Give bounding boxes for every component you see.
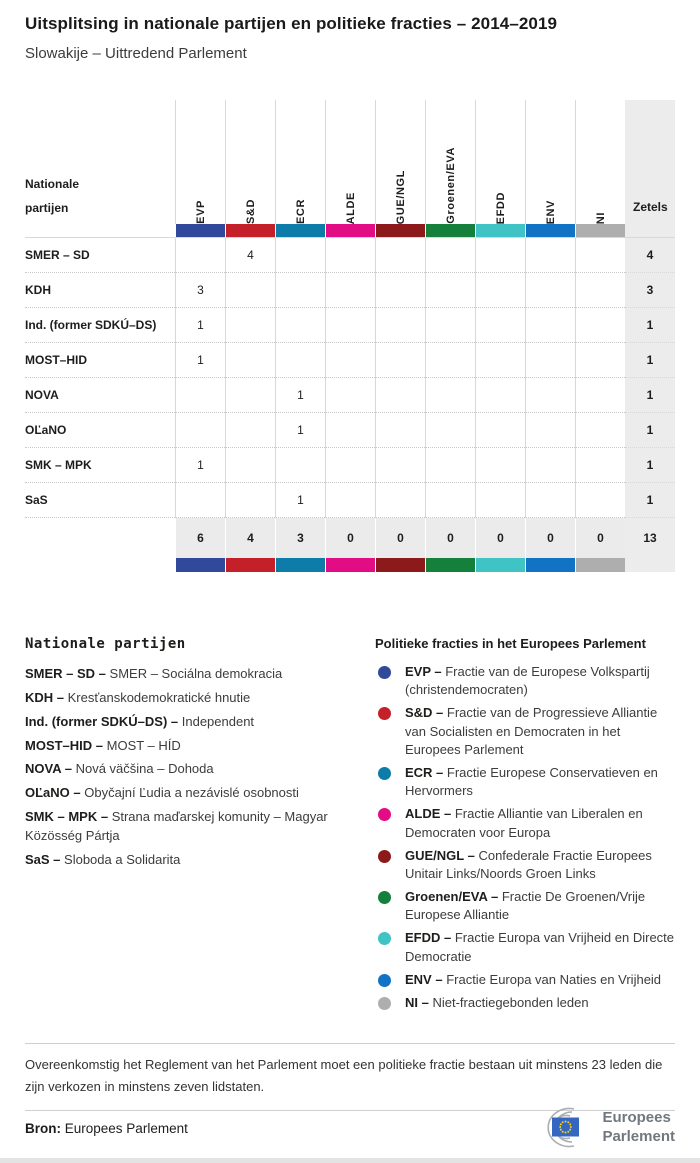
group-legend-desc: Niet-fractiegebonden leden	[432, 995, 589, 1010]
group-color-bar	[225, 224, 275, 238]
group-legend-text	[405, 805, 675, 841]
color-bar-spacer-bottom	[25, 558, 175, 572]
seat-count-cell	[325, 448, 375, 483]
table-corner-label: Nationale partijen	[25, 177, 80, 215]
group-legend-item	[375, 704, 675, 759]
group-color-bar	[375, 224, 425, 238]
column-header	[475, 100, 525, 224]
group-color-bar-bottom	[425, 558, 475, 572]
seat-count-cell	[425, 378, 475, 413]
party-legend-name: Sloboda a Solidarita	[64, 851, 181, 867]
page-subtitle: Slowakije – Uittredend Parlement	[25, 45, 247, 62]
party-row-label: MOST–HID	[25, 343, 175, 378]
column-header-label: NI	[594, 211, 607, 224]
party-legend-name: Nová väčšina – Dohoda	[75, 761, 214, 777]
group-legend-desc: Fractie Europa van Naties en Vrijheid	[446, 971, 662, 987]
seat-count-cell	[375, 238, 425, 273]
group-color-dot	[378, 808, 391, 821]
party-legend-code: SMK – MPK –	[25, 809, 112, 825]
row-seats-total: 1	[625, 483, 675, 518]
party-legend-name: Kresťanskodemokratické hnutie	[67, 689, 251, 705]
seat-count-cell	[575, 308, 625, 343]
national-parties-legend	[25, 636, 355, 1017]
column-header-label: EVP	[194, 200, 207, 224]
row-seats-total: 1	[625, 448, 675, 483]
seat-count-cell	[225, 483, 275, 518]
group-legend-desc: Fractie Europese Conservatieven en Hervormers	[405, 764, 658, 799]
group-color-bar-bottom	[275, 558, 325, 572]
group-color-bar	[575, 224, 625, 238]
group-legend-item	[375, 994, 675, 1012]
group-color-dot	[378, 932, 391, 945]
seat-count-cell	[425, 483, 475, 518]
seat-count-cell	[425, 273, 475, 308]
seat-count-cell	[575, 413, 625, 448]
row-seats-total: 1	[625, 413, 675, 448]
group-legend-text	[405, 764, 675, 800]
footnote: Overeenkomstig het Reglement van het Parlement moet een politieke fractie bestaan uit minstens 23 leden die zijn verkozen in minstens zeven lidstaten.	[25, 1043, 675, 1111]
group-total-cell: 0	[475, 518, 525, 558]
group-total-cell: 0	[375, 518, 425, 558]
group-legend-code: EVP –	[405, 664, 446, 679]
group-legend-item	[375, 663, 675, 699]
column-header	[325, 100, 375, 224]
seat-count-cell	[325, 238, 375, 273]
seat-count-cell	[475, 413, 525, 448]
seat-count-cell	[375, 378, 425, 413]
column-header-label: ENV	[544, 199, 557, 224]
party-row-label: NOVA	[25, 378, 175, 413]
seat-count-cell	[425, 238, 475, 273]
group-color-bar	[275, 224, 325, 238]
source-label: Bron:	[25, 1120, 61, 1136]
political-groups-legend-list	[375, 663, 675, 1012]
party-legend-code: Ind. (former SDKÚ–DS) –	[25, 713, 182, 729]
column-header-label: GUE/NGL	[394, 169, 407, 224]
group-color-dot	[378, 767, 391, 780]
seat-count-cell	[325, 413, 375, 448]
group-color-dot	[378, 707, 391, 720]
group-legend-text	[405, 971, 661, 989]
party-legend-item	[25, 851, 355, 870]
row-seats-total: 1	[625, 343, 675, 378]
group-color-bar-bottom	[575, 558, 625, 572]
group-legend-item	[375, 888, 675, 924]
party-row-label: SaS	[25, 483, 175, 518]
logo-text	[602, 1109, 675, 1147]
seats-color-bar-cell	[625, 224, 675, 238]
source-value: Europees Parlement	[64, 1120, 188, 1136]
group-legend-item	[375, 847, 675, 883]
seat-count-cell	[525, 413, 575, 448]
seat-count-cell	[275, 308, 325, 343]
group-legend-code: Groenen/EVA –	[405, 889, 502, 905]
group-color-dot	[378, 850, 391, 863]
group-legend-text	[405, 847, 675, 883]
seat-count-cell	[475, 273, 525, 308]
seat-count-cell	[375, 448, 425, 483]
logo-text-line2: Parlement	[602, 1128, 675, 1145]
seat-count-cell	[575, 483, 625, 518]
column-header-label: ALDE	[344, 191, 357, 224]
seat-count-cell	[525, 448, 575, 483]
seat-count-cell	[525, 483, 575, 518]
group-legend-code: ECR –	[405, 764, 447, 780]
seat-count-cell	[575, 448, 625, 483]
seat-count-cell: 1	[275, 483, 325, 518]
seat-count-cell	[375, 343, 425, 378]
seat-count-cell	[425, 343, 475, 378]
seat-count-cell: 3	[175, 273, 225, 308]
seat-count-cell	[575, 343, 625, 378]
column-header	[175, 100, 225, 224]
group-color-bar-bottom	[375, 558, 425, 572]
group-legend-text	[405, 704, 675, 759]
seats-table	[25, 100, 675, 572]
group-legend-desc: Fractie van de Progressieve Alliantie van Socialisten en Democraten in het Europees Parlement	[405, 705, 658, 757]
seat-count-cell	[525, 378, 575, 413]
seat-count-cell: 4	[225, 238, 275, 273]
group-total-cell: 4	[225, 518, 275, 558]
seat-count-cell	[225, 273, 275, 308]
party-legend-name: Independent	[181, 713, 255, 729]
seat-count-cell	[225, 343, 275, 378]
group-legend-code: EFDD –	[405, 930, 455, 946]
seat-count-cell	[325, 343, 375, 378]
seat-count-cell	[475, 483, 525, 518]
group-color-bar-bottom	[525, 558, 575, 572]
column-header	[375, 100, 425, 224]
table-corner-cell	[25, 100, 175, 224]
group-color-dot	[378, 666, 391, 679]
group-color-dot	[378, 891, 391, 904]
column-header-label: EFDD	[494, 191, 507, 224]
seats-column-header: Zetels	[625, 100, 675, 224]
seat-count-cell	[325, 483, 375, 518]
group-legend-desc: Fractie van de Europese Volkspartij (christendemocraten)	[405, 664, 650, 698]
seat-count-cell	[575, 378, 625, 413]
seat-count-cell	[275, 448, 325, 483]
group-color-dot	[378, 974, 391, 987]
group-color-bar-bottom	[325, 558, 375, 572]
party-row-label: KDH	[25, 273, 175, 308]
seat-count-cell	[475, 308, 525, 343]
group-color-bar	[325, 224, 375, 238]
logo-text-line1: Europees	[602, 1109, 671, 1127]
party-legend-item	[25, 689, 355, 708]
seat-count-cell	[275, 343, 325, 378]
seat-count-cell	[225, 378, 275, 413]
group-legend-code: NI –	[405, 995, 433, 1010]
seat-count-cell	[275, 273, 325, 308]
group-legend-code: S&D –	[405, 705, 447, 721]
party-legend-name: MOST – HÍD	[106, 737, 181, 753]
group-legend-text	[405, 929, 675, 965]
seat-count-cell	[425, 413, 475, 448]
column-header-label: Groenen/EVA	[444, 147, 457, 224]
group-color-bar	[425, 224, 475, 238]
group-total-cell: 0	[575, 518, 625, 558]
seat-count-cell	[475, 378, 525, 413]
seat-count-cell	[525, 238, 575, 273]
party-legend-item	[25, 737, 355, 756]
group-color-dot	[378, 997, 391, 1010]
totals-spacer	[25, 518, 175, 558]
group-legend-item	[375, 971, 675, 989]
group-total-cell: 3	[275, 518, 325, 558]
column-header	[275, 100, 325, 224]
seat-count-cell	[375, 483, 425, 518]
seats-color-bar-cell-bottom	[625, 558, 675, 572]
parliament-hemicycle-icon	[528, 1104, 594, 1152]
group-legend-text	[405, 888, 675, 924]
seat-count-cell	[375, 308, 425, 343]
group-legend-desc: Fractie Alliantie van Liberalen en Democraten voor Europa	[405, 806, 643, 840]
seat-count-cell	[225, 413, 275, 448]
party-legend-name: Strana maďarskej komunity – Magyar Közösség Pártja	[25, 809, 328, 843]
seat-count-cell: 1	[175, 448, 225, 483]
group-color-bar-bottom	[475, 558, 525, 572]
seat-count-cell	[475, 343, 525, 378]
party-legend-item	[25, 808, 355, 846]
color-bar-spacer	[25, 224, 175, 238]
seat-count-cell	[325, 308, 375, 343]
group-legend-code: ENV –	[405, 971, 447, 987]
national-parties-legend-list	[25, 665, 355, 870]
seat-count-cell	[425, 308, 475, 343]
column-header	[425, 100, 475, 224]
group-legend-text	[405, 663, 675, 699]
party-row-label: SMER – SD	[25, 238, 175, 273]
party-legend-item	[25, 784, 355, 803]
party-row-label: SMK – MPK	[25, 448, 175, 483]
group-legend-item	[375, 929, 675, 965]
party-legend-code: SaS –	[25, 851, 65, 867]
seat-count-cell	[175, 483, 225, 518]
seat-count-cell: 1	[275, 378, 325, 413]
party-row-label: Ind. (former SDKÚ–DS)	[25, 308, 175, 343]
seat-count-cell: 1	[175, 343, 225, 378]
column-header-label: ECR	[294, 198, 307, 224]
party-legend-name: Obyčajní Ľudia a nezávislé osobnosti	[84, 785, 299, 801]
seat-count-cell	[525, 343, 575, 378]
group-total-cell: 0	[525, 518, 575, 558]
group-color-bar	[175, 224, 225, 238]
row-seats-total: 1	[625, 378, 675, 413]
party-legend-code: NOVA –	[25, 761, 76, 777]
legends	[25, 636, 675, 1017]
group-legend-desc: Fractie Europa van Vrijheid en Directe Democratie	[405, 930, 675, 964]
row-seats-total: 1	[625, 308, 675, 343]
seat-count-cell	[225, 308, 275, 343]
seat-count-cell	[325, 273, 375, 308]
seat-count-cell	[425, 448, 475, 483]
seat-count-cell	[275, 238, 325, 273]
seat-count-cell	[175, 378, 225, 413]
party-legend-code: KDH –	[25, 689, 68, 705]
party-row-label: OĽaNO	[25, 413, 175, 448]
seat-count-cell	[575, 273, 625, 308]
grand-total-cell: 13	[625, 518, 675, 558]
seat-count-cell: 1	[275, 413, 325, 448]
party-legend-code: MOST–HID –	[25, 737, 107, 753]
seat-count-cell	[325, 378, 375, 413]
party-legend-code: OĽaNO –	[25, 785, 85, 801]
group-legend-text	[405, 994, 589, 1012]
group-color-bar	[475, 224, 525, 238]
european-parliament-logo	[528, 1104, 675, 1152]
page-title: Uitsplitsing in nationale partijen en politieke fracties – 2014–2019	[25, 14, 558, 33]
seat-count-cell	[475, 448, 525, 483]
row-seats-total: 3	[625, 273, 675, 308]
column-header-label: S&D	[244, 198, 257, 224]
seat-count-cell	[475, 238, 525, 273]
group-legend-desc: Confederale Fractie Europees Unitair Links/Noords Groen Links	[405, 847, 652, 881]
group-legend-desc: Fractie De Groenen/Vrije Europese Alliantie	[405, 889, 646, 923]
source-row	[25, 1103, 675, 1153]
group-total-cell: 6	[175, 518, 225, 558]
national-parties-legend-title: Nationale partijen	[25, 636, 186, 652]
seat-count-cell	[525, 308, 575, 343]
seat-count-cell	[225, 448, 275, 483]
party-legend-name: SMER – Sociálna demokracia	[109, 666, 283, 681]
party-legend-item	[25, 713, 355, 732]
seat-count-cell: 1	[175, 308, 225, 343]
seat-count-cell	[375, 273, 425, 308]
seat-count-cell	[175, 413, 225, 448]
party-legend-item	[25, 760, 355, 779]
political-groups-legend-title: Politieke fracties in het Europees Parlement	[375, 636, 646, 651]
group-color-bar-bottom	[175, 558, 225, 572]
seat-count-cell	[375, 413, 425, 448]
group-legend-item	[375, 805, 675, 841]
group-color-bar	[525, 224, 575, 238]
party-legend-item	[25, 665, 355, 684]
party-legend-code: SMER – SD –	[25, 666, 110, 681]
group-legend-code: ALDE –	[405, 806, 455, 822]
source-text	[25, 1121, 188, 1136]
group-total-cell: 0	[425, 518, 475, 558]
group-total-cell: 0	[325, 518, 375, 558]
group-color-bar-bottom	[225, 558, 275, 572]
seat-count-cell	[175, 238, 225, 273]
column-header	[225, 100, 275, 224]
seat-count-cell	[575, 238, 625, 273]
group-legend-code: GUE/NGL –	[405, 847, 479, 863]
group-legend-item	[375, 764, 675, 800]
column-header	[575, 100, 625, 224]
seat-count-cell	[525, 273, 575, 308]
title-block	[25, 14, 675, 62]
column-header	[525, 100, 575, 224]
bottom-strip	[0, 1158, 700, 1163]
row-seats-total: 4	[625, 238, 675, 273]
political-groups-legend	[355, 636, 675, 1017]
